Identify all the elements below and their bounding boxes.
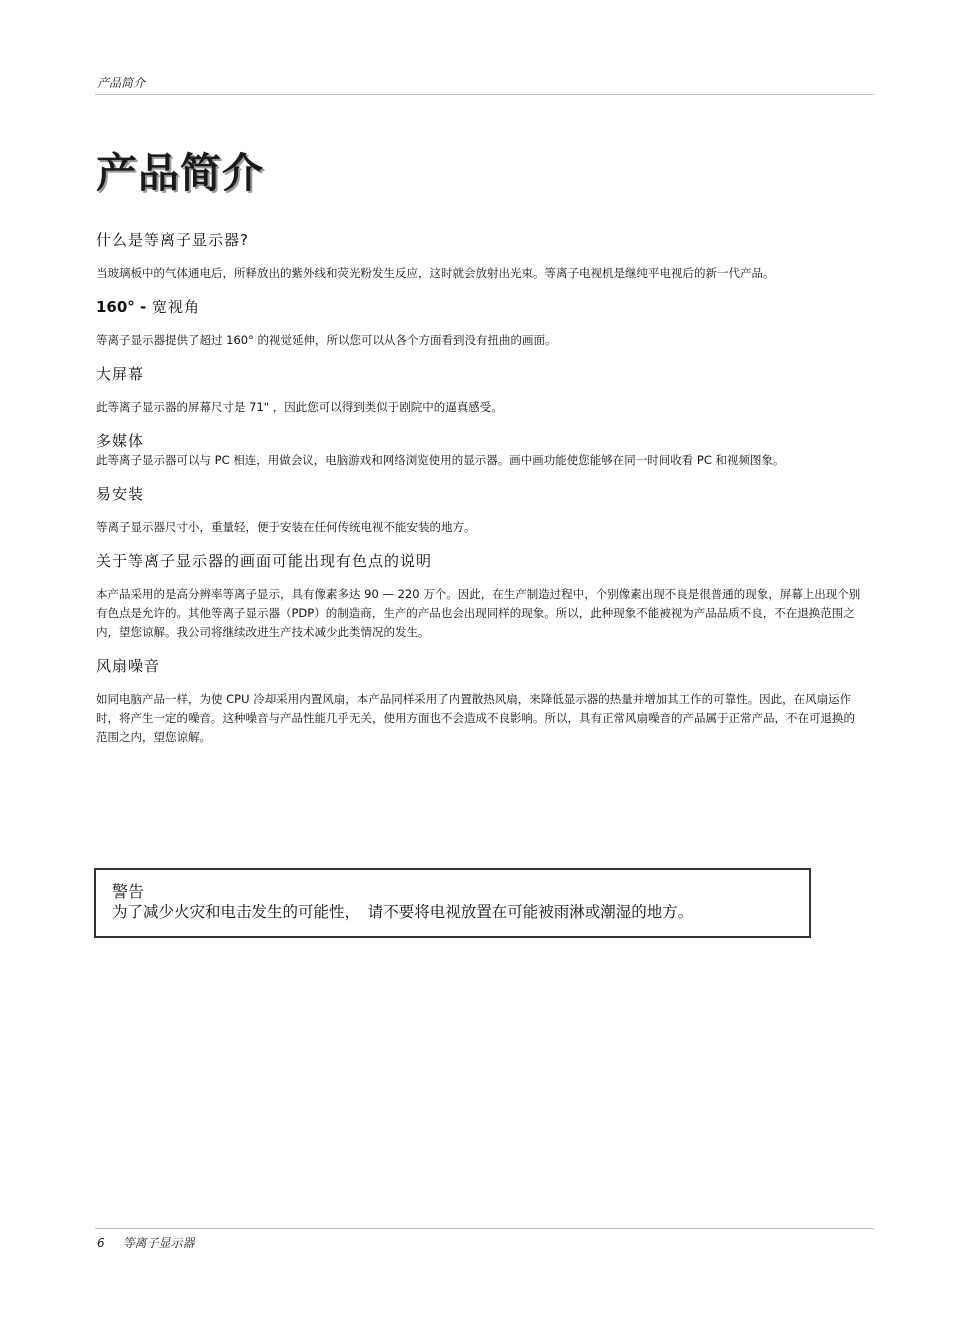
warning-title: 警告 bbox=[112, 882, 145, 901]
page-title: 产品简介 bbox=[96, 149, 264, 198]
section-heading: 什么是等离子显示器? bbox=[96, 231, 249, 249]
section-large-screen bbox=[96, 364, 864, 417]
section-heading: 关于等离子显示器的画面可能出现有色点的说明 bbox=[96, 552, 433, 570]
section-body: 此等离子显示器可以与 PC 相连，用做会议，电脑游戏和网络浏览使用的显示器。画中画功能使您能够在同一时间收看 PC 和视频图象。 bbox=[96, 453, 785, 467]
section-heading: 易安装 bbox=[96, 485, 145, 503]
section-viewing-angle bbox=[96, 297, 864, 350]
section-body: 当玻璃板中的气体通电后，所释放出的紫外线和荧光粉发生反应，这时就会放射出光束。等离子电视机是继纯平电视后的新一代产品。 bbox=[96, 266, 775, 280]
section-fan-noise bbox=[96, 656, 864, 747]
header-divider bbox=[95, 94, 874, 95]
section-what-is-pdp bbox=[96, 230, 864, 283]
heading-text: 宽视角 bbox=[152, 298, 201, 316]
warning-text: 为了减少火灾和电击发生的可能性， 请不要将电视放置在可能被雨淋或潮湿的地方。 bbox=[112, 903, 694, 921]
section-colored-dots bbox=[96, 551, 864, 642]
section-easy-install bbox=[96, 484, 864, 537]
section-body: 本产品采用的是高分辨率等离子显示，具有像素多达 90 — 220 万个。因此，在生产制造过程中，个别像素出现不良是很普通的现象，屏幕上出现个别有色点是允许的。其他等离子显示器（PDP）的制造商，生产的产品也会出现同样的现象。所以，此种现象不能被视为产品品质不良，不在退换范围之内，望您谅解。我公司将继续改进生产技术减少此类情况的发生。 bbox=[96, 587, 861, 639]
warning-box bbox=[94, 868, 811, 938]
section-body: 等离子显示器尺寸小，重量轻，便于安装在任何传统电视不能安装的地方。 bbox=[96, 520, 476, 534]
footer-divider bbox=[95, 1228, 874, 1229]
section-heading: 多媒体 bbox=[96, 432, 145, 450]
section-heading: 大屏幕 bbox=[96, 365, 145, 383]
section-heading bbox=[96, 297, 864, 317]
page-number: 6 bbox=[97, 1236, 105, 1250]
section-body: 等离子显示器提供了超过 160° 的视觉延伸，所以您可以从各个方面看到没有扭曲的画面。 bbox=[96, 333, 557, 347]
running-header: 产品简介 bbox=[97, 76, 146, 90]
section-multimedia bbox=[96, 431, 864, 470]
document-body bbox=[96, 230, 864, 761]
page-footer bbox=[97, 1234, 194, 1251]
section-body: 如同电脑产品一样，为使 CPU 冷却采用内置风扇，本产品同样采用了内置散热风扇，来降低显示器的热量并增加其工作的可靠性。因此，在风扇运作时，将产生一定的噪音。这种噪音与产品性能几乎无关，使用方面也不会造成不良影响。所以，具有正常风扇噪音的产品属于正常产品，不在可退换的范围之内，望您谅解。 bbox=[96, 692, 855, 744]
heading-angle-value: 160° - bbox=[96, 298, 147, 316]
footer-product-name: 等离子显示器 bbox=[122, 1236, 195, 1250]
section-heading: 风扇噪音 bbox=[96, 657, 161, 675]
section-body: 此等离子显示器的屏幕尺寸是 71" ，因此您可以得到类似于剧院中的逼真感受。 bbox=[96, 400, 503, 414]
